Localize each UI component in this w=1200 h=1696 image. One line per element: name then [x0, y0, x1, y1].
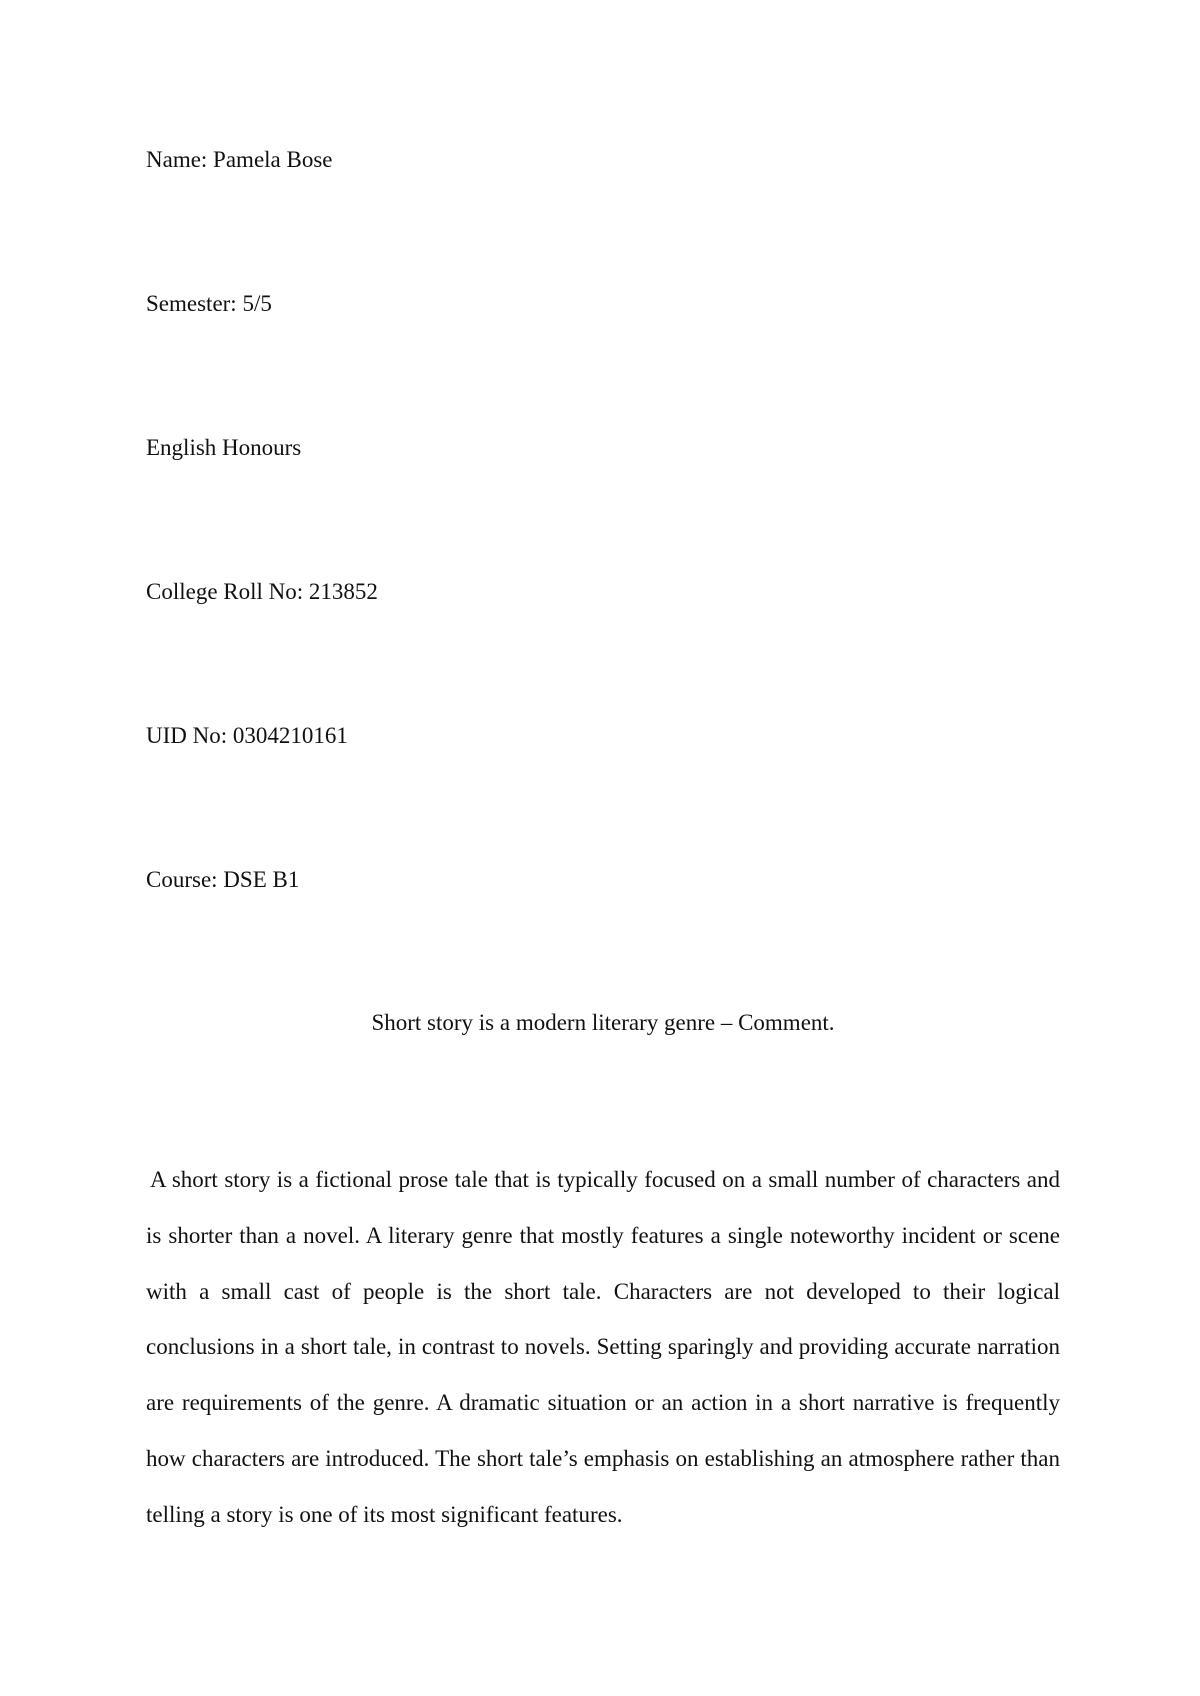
semester: Semester: 5/5 — [146, 291, 272, 316]
college-roll-number: College Roll No: 213852 — [146, 579, 378, 604]
course: Course: DSE B1 — [146, 867, 300, 892]
program: English Honours — [146, 435, 302, 460]
student-name: Name: Pamela Bose — [146, 147, 333, 172]
essay-title: Short story is a modern literary genre – Comment. — [371, 1010, 835, 1035]
uid-number: UID No: 0304210161 — [146, 723, 348, 748]
essay-paragraph: A short story is a fictional prose tale that is typically focused on a small number of characters and is shorter than a novel. A literary genre that mostly features a single noteworthy incident or scene with a small cast of people is the short tale. Characters are not developed to their logical conclusions in a short tale, in contrast to novels. Setting sparingly and providing accurate narration are requirements of the genre. A dramatic situation or an action in a short narrative is frequently how characters are introduced. The short tale’s emphasis on establishing an atmosphere rather than telling a story is one of its most significant features. — [146, 1167, 1060, 1527]
